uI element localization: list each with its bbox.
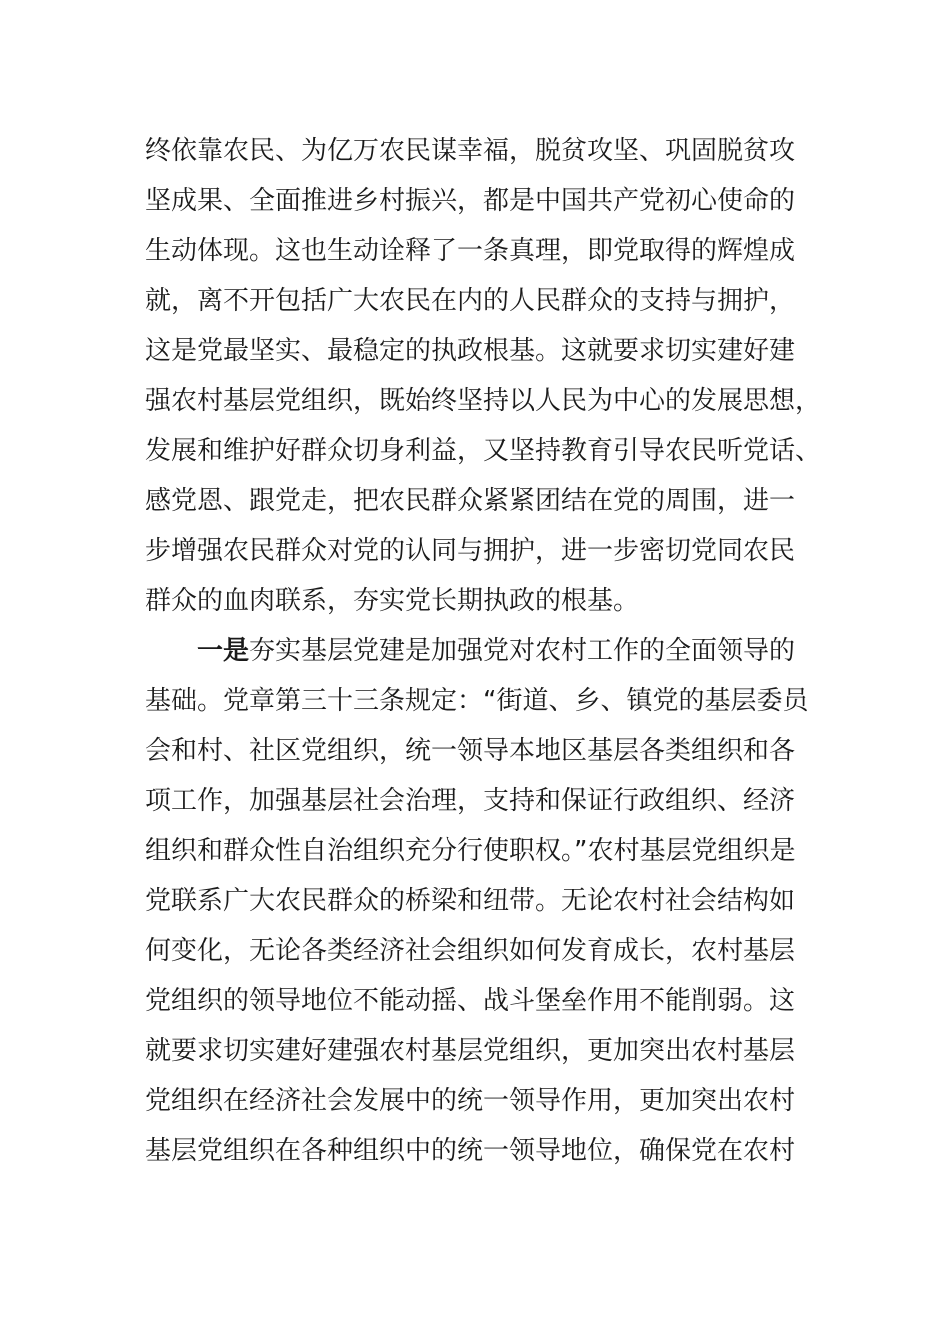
paragraph-line: 这是党最坚实、最稳定的执政根基。这就要求切实建好建 [145, 336, 796, 366]
paragraph-line: 党组织在经济社会发展中的统一领导作用，更加突出农村 [145, 1086, 796, 1116]
paragraph-2 [145, 626, 809, 1176]
paragraph-line: 基层党组织在各种组织中的统一领导地位，确保党在农村 [145, 1136, 796, 1166]
paragraph-line: 会和村、社区党组织，统一领导本地区基层各类组织和各 [145, 736, 796, 766]
paragraph-line: 生动体现。这也生动诠释了一条真理，即党取得的辉煌成 [145, 236, 796, 266]
paragraph-1 [145, 126, 822, 626]
paragraph-first-line [145, 626, 805, 676]
paragraph-line: 组织和群众性自治组织充分行使职权。”农村基层党组织是 [145, 836, 796, 866]
paragraph-line: 发展和维护好群众切身利益，又坚持教育引导农民听党话、 [145, 436, 822, 466]
paragraph-line: 项工作，加强基层社会治理，支持和保证行政组织、经济 [145, 786, 796, 816]
paragraph-line: 坚成果、全面推进乡村振兴，都是中国共产党初心使命的 [145, 186, 796, 216]
paragraph-line: 就，离不开包括广大农民在内的人民群众的支持与拥护， [145, 286, 796, 316]
document-body [145, 126, 822, 1176]
paragraph-line: 群众的血肉联系，夯实党长期执政的根基。 [145, 586, 640, 616]
paragraph-line: 就要求切实建好建强农村基层党组织，更加突出农村基层 [145, 1036, 796, 1066]
paragraph-line: 党联系广大农民群众的桥梁和纽带。无论农村社会结构如 [145, 886, 796, 916]
paragraph-line: 终依靠农民、为亿万农民谋幸福，脱贫攻坚、巩固脱贫攻 [145, 136, 796, 166]
paragraph-line: 步增强农民群众对党的认同与拥护，进一步密切党同农民 [145, 536, 796, 566]
paragraph-first-line-text: 夯实基层党建是加强党对农村工作的全面领导的 [249, 636, 796, 666]
paragraph-lead-bold: 一是 [197, 636, 250, 666]
paragraph-line: 基础。党章第三十三条规定：“街道、乡、镇党的基层委员 [145, 686, 809, 716]
paragraph-line: 党组织的领导地位不能动摇、战斗堡垒作用不能削弱。这 [145, 986, 796, 1016]
paragraph-line: 感党恩、跟党走，把农民群众紧紧团结在党的周围，进一 [145, 486, 796, 516]
paragraph-line: 强农村基层党组织，既始终坚持以人民为中心的发展思想， [145, 386, 822, 416]
paragraph-line: 何变化，无论各类经济社会组织如何发育成长，农村基层 [145, 936, 796, 966]
